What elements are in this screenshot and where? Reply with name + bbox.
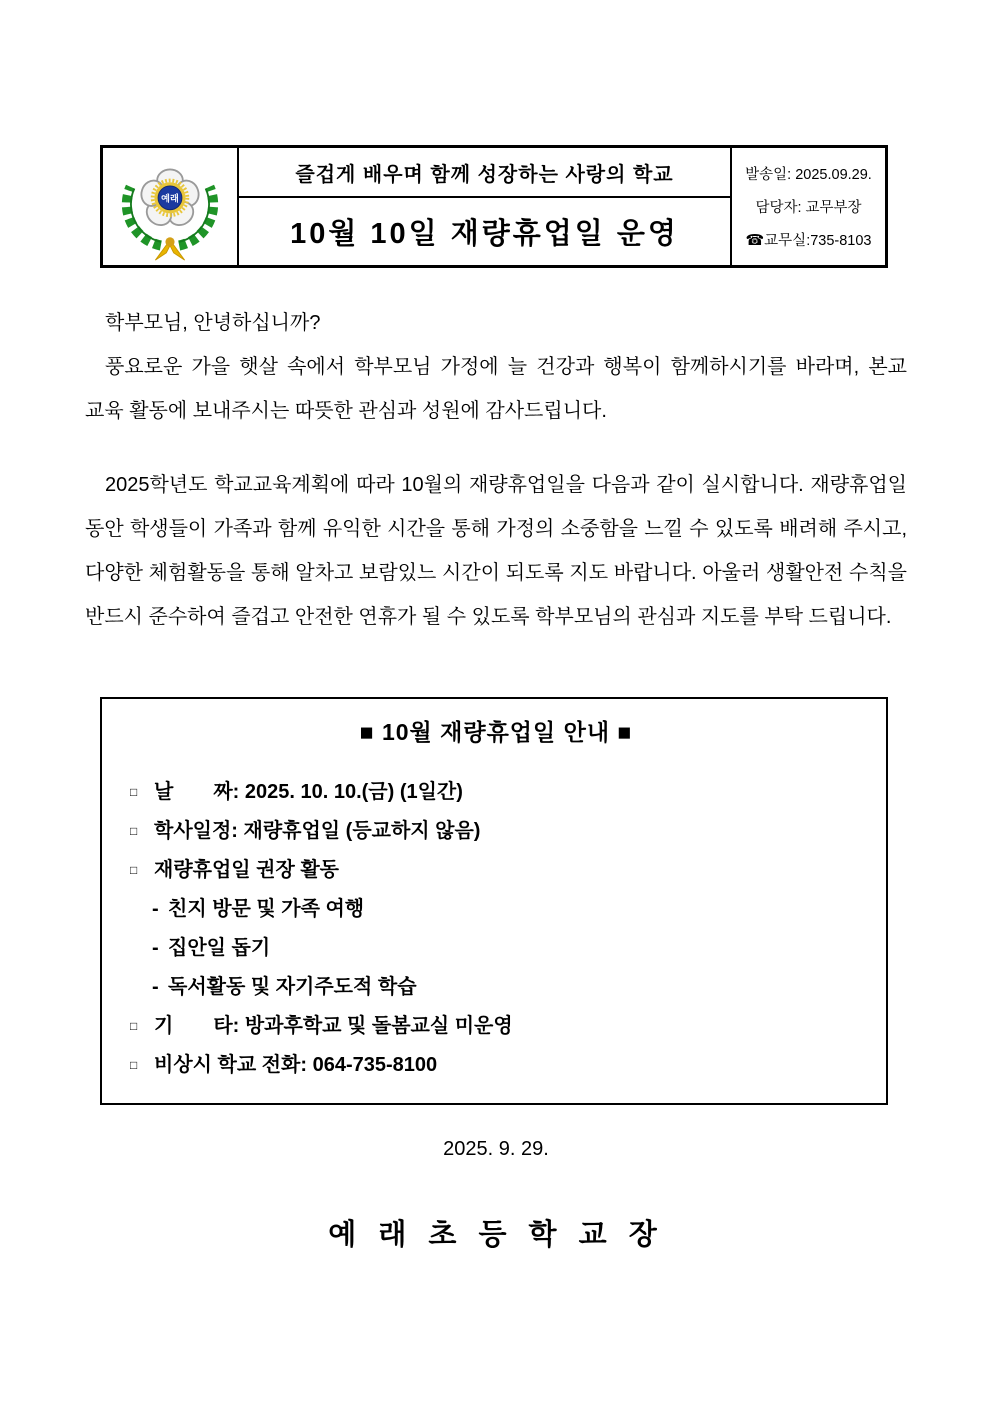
square-bullet-icon: □ [130, 863, 138, 877]
notice-item-etc [130, 1007, 862, 1046]
header-box [100, 145, 888, 268]
notice-subitem-housework [130, 929, 862, 968]
notice-item-date [130, 773, 862, 812]
dash-bullet: - [152, 976, 159, 998]
notice-box [100, 697, 888, 1105]
greeting-paragraph: 학부모님, 안녕하십니까? [105, 312, 321, 334]
notice-subitem-family-trip [130, 890, 862, 929]
school-emblem-icon [115, 150, 225, 264]
body-text [85, 301, 907, 639]
document-date: 2025. 9. 29. [443, 1138, 549, 1160]
school-slogan: 즐겁게 배우며 함께 성장하는 사랑의 학교 [239, 148, 730, 198]
emblem-center-text: 예래 [161, 193, 179, 203]
notice-item-emergency-phone [130, 1046, 862, 1085]
notice-item-text: 독서활동 및 자기주도적 학습 [168, 976, 417, 998]
document-title: 10월 10일 재량휴업일 운영 [290, 218, 679, 250]
square-bullet-icon: □ [130, 785, 138, 799]
notice-item-text: 집안일 돕기 [168, 937, 271, 959]
notice-subitem-reading [130, 968, 862, 1007]
square-bullet-icon: □ [130, 824, 138, 838]
phone-text: 교무실:735-8103 [764, 233, 872, 249]
header-center-cell [239, 148, 730, 265]
phone-icon: ☎ [745, 232, 765, 249]
dash-bullet: - [152, 937, 159, 959]
notice-item-activities [130, 851, 862, 890]
phone-line [736, 229, 881, 250]
notice-item-text: 재량휴업일 권장 활동 [154, 859, 339, 881]
notice-item-text: 학사일정: 재량휴업일 (등교하지 않음) [154, 820, 481, 842]
square-bullet-icon: □ [130, 1019, 138, 1033]
notice-heading: ■ 10월 재량휴업일 안내 ■ [359, 719, 633, 745]
intro-paragraph: 풍요로운 가을 햇살 속에서 학부모님 가정에 늘 건강과 행복이 함께하시기를 바라며, 본교 교육 활동에 보내주시는 따뜻한 관심과 성원에 감사드립니다. [85, 356, 907, 422]
notice-item-schedule [130, 812, 862, 851]
dash-bullet: - [152, 898, 159, 920]
main-paragraph: 2025학년도 학교교육계획에 따라 10월의 재량휴업일을 다음과 같이 실시합니다. 재량휴업일 동안 학생들이 가족과 함께 유익한 시간을 통해 가정의 소중함을 느낄 수 있도록 배려해 주시고, 다양한 체험활동을 통해 알차고 보람있느 시간이 되도록 지도 바랍니다. 아울러 생활안전 수칙을 반드시 준수하여 즐겁고 안전한 연휴가 될 수 있도록 학부모님의 관심과 지도를 부탁 드립니다. [85, 474, 907, 628]
logo-cell [103, 148, 239, 265]
notice-item-text: 날 짜: 2025. 10. 10.(금) (1일간) [154, 781, 463, 803]
principal-signature: 예 래 초 등 학 교 장 [328, 1219, 664, 1251]
manager-line: 담당자: 교무부장 [755, 200, 862, 216]
notice-item-text: 기 타: 방과후학교 및 돌봄교실 미운영 [154, 1015, 513, 1037]
square-bullet-icon: □ [130, 1058, 138, 1072]
notice-item-text: 친지 방문 및 가족 여행 [168, 898, 365, 920]
send-date-line: 발송일: 2025.09.29. [745, 167, 872, 183]
notice-item-text: 비상시 학교 전화: 064-735-8100 [154, 1054, 438, 1076]
header-meta-cell [730, 148, 885, 265]
